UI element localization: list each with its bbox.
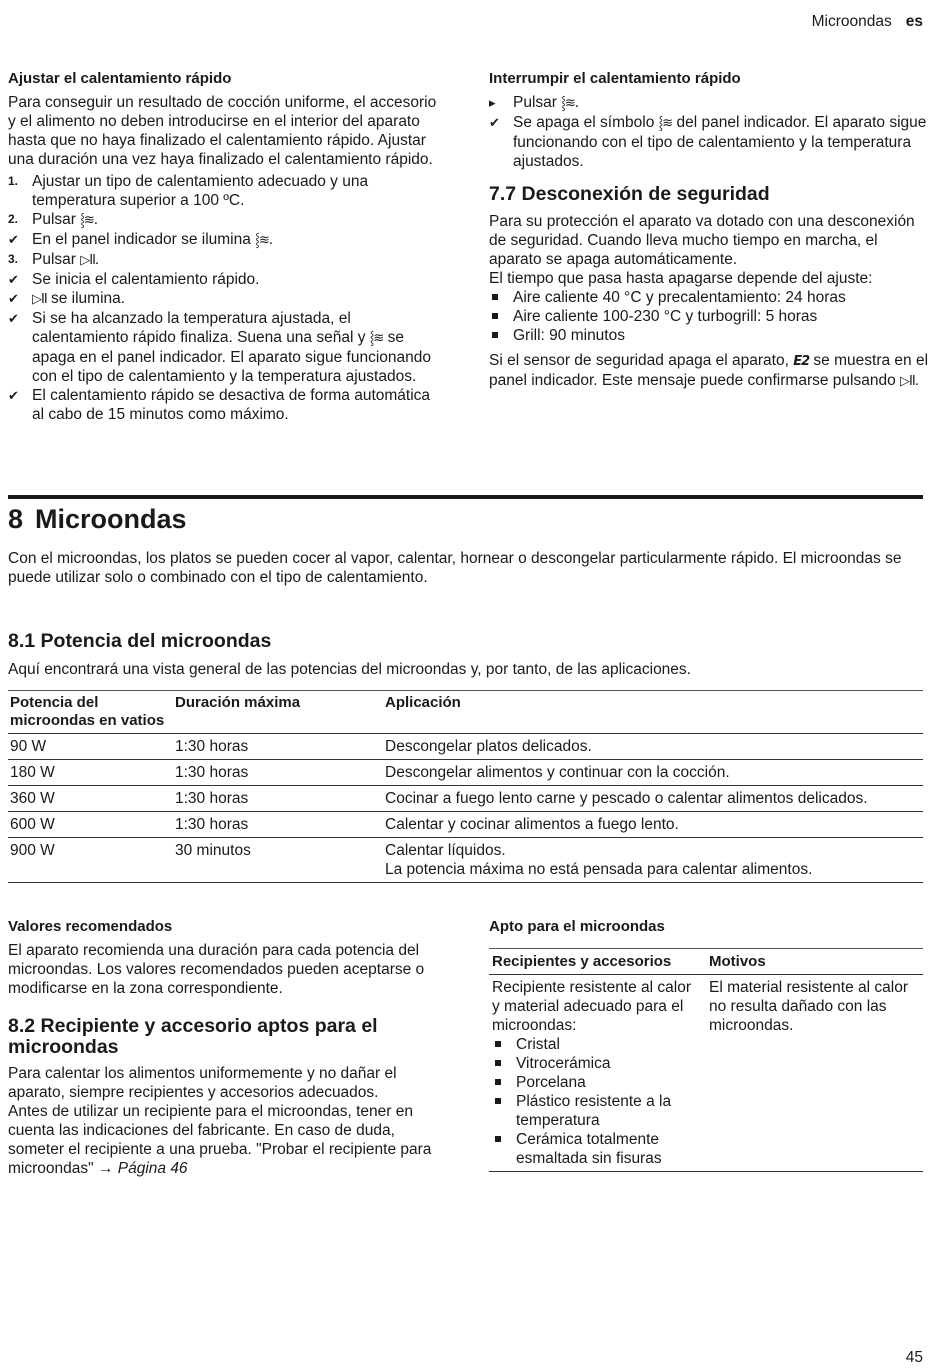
chapter-name: Microondas [35, 504, 187, 534]
e2-display-icon: E2 [793, 354, 810, 369]
containers-heading: 8.2 Recipiente y accesorio aptos para el microondas [8, 1015, 378, 1058]
list-item: ✔ ▷II se ilumina. [8, 290, 126, 307]
cell-duration: 1:30 horas [175, 790, 249, 807]
quick-heat-steps [8, 172, 440, 424]
list-item: ▸ Pulsar ⸾≋. [489, 94, 580, 111]
page-header [812, 12, 923, 31]
quick-heat-intro: Para conseguir un resultado de cocción uniforme, el accesorio y el alimento no deben introducirse en el interior del aparato hasta que no haya finalizado el calentamiento rápido. Ajustar una duración una vez haya finalizado el calentamiento rápido. [8, 94, 437, 168]
check-icon: ✔ [8, 291, 19, 306]
cell-duration: 1:30 horas [175, 738, 249, 755]
cell-duration: 30 minutos [175, 842, 251, 859]
arrow-icon: ▸ [489, 95, 496, 110]
table-row [8, 812, 923, 838]
check-icon: ✔ [8, 232, 19, 247]
suitable-table-header [489, 949, 923, 975]
col-power: Potencia del microondas en vatios [10, 694, 165, 729]
recommended-values-text: El aparato recomienda una duración para cada potencia del microondas. Los valores recomendados pueden aceptarse o modificarse en la zona correspondiente. [8, 942, 425, 997]
quick-heat-icon: ⸾≋ [369, 331, 384, 346]
list-item: 3. Pulsar ▷II. [8, 251, 100, 268]
list-item: ✔ En el panel indicador se ilumina ⸾≋. [8, 231, 274, 248]
list-item: Grill: 90 minutos [513, 327, 625, 344]
safety-para2: El tiempo que pasa hasta apagarse depende del ajuste: [489, 270, 873, 287]
cell-application: Descongelar platos delicados. [385, 738, 592, 755]
cell-application: Cocinar a fuego lento carne y pescado o calentar alimentos delicados. [385, 790, 868, 807]
power-intro: Aquí encontrará una vista general de las potencias del microondas y, por tanto, de las aplicaciones. [8, 661, 691, 678]
list-item: Cerámica totalmente esmaltada sin fisuras [516, 1131, 662, 1167]
suitable-table [489, 948, 923, 1172]
cell-power: 180 W [10, 764, 55, 781]
quick-heat-icon: ⸾≋ [561, 96, 575, 111]
start-pause-icon: ▷II [32, 292, 47, 307]
col-duration: Duración máxima [175, 694, 301, 711]
step-number: 3. [8, 252, 19, 266]
cell-reason: El material resistente al calor no resulta dañado con las microondas. [709, 979, 908, 1034]
cell-duration: 1:30 horas [175, 764, 249, 781]
list-item: ✔ Se inicia el calentamiento rápido. [8, 271, 260, 288]
header-section: Microondas [811, 13, 892, 30]
chapter-number: 8 [8, 504, 24, 534]
list-item: Plástico resistente a la temperatura [516, 1093, 672, 1129]
quick-heat-set-heading: Ajustar el calentamiento rápido [8, 70, 232, 87]
table-row [489, 975, 923, 1172]
table-row [8, 760, 923, 786]
safety-para1: Para su protección el aparato va dotado con una desconexión de seguridad. Cuando lleva mucho tiempo en marcha, el aparato se apaga automáticamente. [489, 213, 915, 268]
page-link[interactable]: → Página 46 [97, 1160, 188, 1177]
table-row [8, 838, 923, 883]
page-number: 45 [905, 1349, 923, 1366]
cell-power: 90 W [10, 738, 47, 755]
list-item: Aire caliente 40 °C y precalentamiento: 24 horas [513, 289, 846, 306]
step-number: 1. [8, 174, 19, 188]
recommended-values-heading: Valores recomendados [8, 918, 173, 935]
header-lang: es [905, 13, 923, 30]
list-item: ✔ El calentamiento rápido se desactiva de forma automática al cabo de 15 minutos como máximo. [8, 387, 431, 423]
quick-heat-stop-heading: Interrumpir el calentamiento rápido [489, 70, 741, 87]
quick-heat-icon: ⸾≋ [80, 213, 94, 228]
cell-power: 360 W [10, 790, 55, 807]
power-table [8, 690, 923, 883]
cell-containers: Recipiente resistente al calor y material adecuado para el microondas: Cristal Vitrocerámica Porcelana Plástico resistente a la temperatura Cerámica totalmente esmaltada sin fisuras [489, 975, 706, 1172]
containers-para2: Antes de utilizar un recipiente para el microondas, tener en cuenta las indicaciones del fabricante. En caso de duda, someter el recipiente a una prueba. "Probar el recipiente para microondas" → Página 46 [8, 1103, 432, 1177]
containers-para1: Para calentar los alimentos uniformemente y no dañar el aparato, siempre recipientes y accesorios adecuados. [8, 1065, 397, 1101]
list-item: Aire caliente 100-230 °C y turbogrill: 5 horas [513, 308, 818, 325]
chapter-rule [8, 495, 923, 499]
power-heading: 8.1 Potencia del microondas [8, 630, 272, 652]
list-item: 1. Ajustar un tipo de calentamiento adecuado y una temperatura superior a 100 ºC. [8, 173, 369, 209]
quick-heat-set-section [8, 70, 440, 424]
cell-application: Calentar y cocinar alimentos a fuego lento. [385, 816, 679, 833]
list-item: ✔ Se apaga el símbolo ⸾≋ del panel indicador. El aparato sigue funcionando con el tipo de calentamiento y la temperatura ajustados. [489, 114, 927, 170]
check-icon: ✔ [489, 115, 500, 130]
list-item: 2. Pulsar ⸾≋. [8, 211, 99, 228]
table-row [8, 786, 923, 812]
recommended-values-section [8, 918, 440, 1178]
cell-application: Descongelar alimentos y continuar con la cocción. [385, 764, 730, 781]
chapter-title [8, 503, 187, 535]
quick-heat-stop-section [489, 70, 929, 391]
cell-duration: 1:30 horas [175, 816, 249, 833]
chapter-intro: Con el microondas, los platos se pueden cocer al vapor, calentar, hornear o descongelar particularmente rápido. El microondas se puede utilizar solo o combinado con el tipo de calentamiento. [8, 550, 902, 586]
safety-bullets [489, 288, 929, 345]
check-icon: ✔ [8, 272, 19, 287]
cell-power: 900 W [10, 842, 55, 859]
list-item: Porcelana [516, 1074, 586, 1091]
safety-shutoff-heading: 7.7 Desconexión de seguridad [489, 183, 770, 205]
cell-application: Calentar líquidos. La potencia máxima no está pensada para calentar alimentos. [385, 842, 813, 878]
start-pause-icon: ▷II [80, 253, 95, 268]
list-item: Cristal [516, 1036, 560, 1053]
col-application: Aplicación [385, 694, 461, 711]
quick-heat-icon: ⸾≋ [255, 233, 269, 248]
col-reasons: Motivos [709, 953, 766, 970]
cell-power: 600 W [10, 816, 55, 833]
start-pause-icon: ▷II [900, 374, 915, 389]
suitable-heading: Apto para el microondas [489, 918, 665, 935]
table-row [8, 734, 923, 760]
check-icon: ✔ [8, 311, 19, 326]
safety-para3: Si el sensor de seguridad apaga el aparato, E2 se muestra en el panel indicador. Este mensaje puede confirmarse pulsando ▷II. [489, 352, 929, 389]
check-icon: ✔ [8, 388, 19, 403]
list-item: ✔ Si se ha alcanzado la temperatura ajustada, el calentamiento rápido finaliza. Suena una señal y ⸾≋ se apaga en el panel indicador. El aparato sigue funcionando con el tipo de calentamiento y la temperatura ajustados. [8, 310, 432, 385]
col-containers: Recipientes y accesorios [492, 953, 672, 970]
quick-heat-stop-steps [489, 93, 929, 171]
step-number: 2. [8, 212, 19, 226]
material-list [492, 1035, 703, 1168]
quick-heat-icon: ⸾≋ [658, 116, 673, 131]
power-table-header [8, 691, 923, 734]
list-item: Vitrocerámica [516, 1055, 611, 1072]
